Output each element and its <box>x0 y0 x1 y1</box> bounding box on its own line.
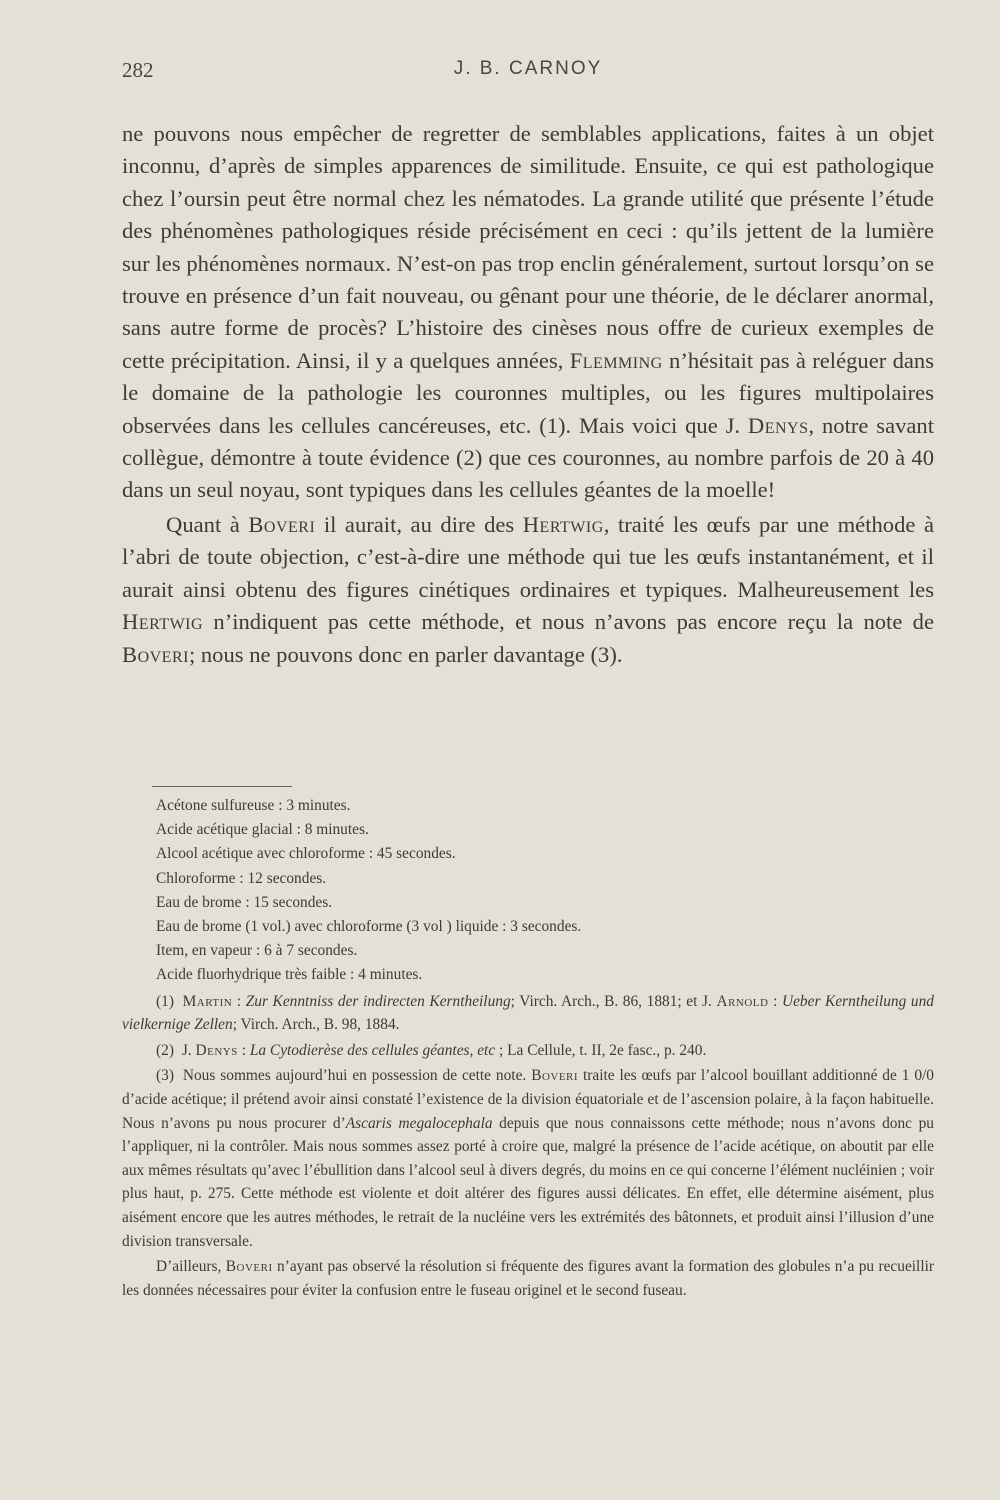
author-name: Boveri <box>225 1258 273 1276</box>
text-run: il aurait, au dire des <box>315 511 523 537</box>
text-run: Quant à <box>166 511 249 537</box>
list-item: Acétone sulfureuse : 3 minutes. <box>156 797 351 814</box>
text-run: : <box>232 992 246 1010</box>
list-item: Alcool acétique avec chloroforme : 45 secondes. <box>156 845 456 863</box>
text-run: , notre savant collègue, démontre à toute évidence (2) que ces couronnes, au nombre parfois de 20 à 40 dans un seul noyau, sont typiques dans les cellules géantes de la moelle! <box>122 412 934 503</box>
list-item: Item, en vapeur : 6 à 7 secondes. <box>156 942 358 960</box>
text-run: D’ailleurs, <box>156 1258 226 1276</box>
work-title: Zur Kenntniss der indirecten Kerntheilung <box>245 992 511 1010</box>
list-item: Eau de brome (1 vol.) avec chloroforme (3 vol ) liquide : 3 secondes. <box>156 918 582 936</box>
author-name: Boveri <box>248 511 316 537</box>
footnote-divider <box>152 786 292 787</box>
footnotes <box>122 794 934 1302</box>
text-run: traite les œufs par l’alcool bouillant additionné de 1 0/0 d’acide acétique; il prétend avoir ainsi constaté l’existence de la division équatoriale et de l’ascension polaire, à la façon habituelle. Nous n’avons pu nous procurer d’ <box>122 1067 935 1132</box>
author-name: Martin <box>182 992 233 1010</box>
author-name: Arnold <box>716 992 769 1010</box>
paragraph-1 <box>122 118 934 507</box>
author-name: Hertwig <box>122 609 204 635</box>
text-run: depuis que nous connaissons cette méthode; nous n’avons donc pu l’appliquer, ni la contrôler. Mais nous sommes assez porté à croire que, malgré la présence de l’acide acétique, on aboutit par elle aux mêmes résultats qu’avec l’ébullition dans l’alcool seul à divers degrés, du moins en ce qui concerne l’élément nucléinien ; voir plus haut, p. 275. Cette méthode est violente et doit altérer des figures aussi délicates. En effet, elle détermine aisément, plus aisément encore que les autres méthodes, le retrait de la nucléine vers les extrémités des bâtonnets, et produit ainsi l’illusion d’une division transversale. <box>122 1114 934 1250</box>
author-name: Boveri <box>531 1067 579 1085</box>
text-run: : <box>768 992 782 1010</box>
text-run: J. <box>181 1041 196 1059</box>
list-item: Chloroforme : 12 secondes. <box>156 869 327 887</box>
text-run: ; La Cellule, t. II, 2e fasc., p. 240. <box>495 1041 707 1059</box>
page-number: 282 <box>122 58 154 82</box>
footnote-marker: (2) <box>156 1041 174 1059</box>
running-title: J. B. CARNOY <box>453 58 603 79</box>
footnote-marker: (1) <box>156 992 174 1010</box>
list-item: Acide fluorhydrique très faible : 4 minutes. <box>156 966 423 984</box>
running-head <box>122 58 934 88</box>
author-name: Hertwig <box>522 511 604 537</box>
footnote-2 <box>122 1039 934 1063</box>
text-run: Nous sommes aujourd’hui en possession de cette note. <box>182 1067 532 1085</box>
main-text <box>122 118 934 671</box>
text-run: ; Virch. Arch., B. 98, 1884. <box>232 1016 400 1034</box>
text-run: : <box>237 1041 250 1059</box>
footnote-marker: (3) <box>156 1067 174 1085</box>
text-run: n’hésitait pas à reléguer dans le domaine de la pathologie les couronnes multiples, ou les figures multipolaires observées dans les cellules cancéreuses, etc. (1). Mais voici que J. <box>122 347 934 438</box>
work-title: Ueber Kerntheilung und vielkernige Zellen <box>122 992 934 1034</box>
text-run: ; nous ne pouvons donc en parler davantage (3). <box>188 641 623 667</box>
footnote-1 <box>122 990 934 1037</box>
text-run: n’indiquent pas cette méthode, et nous n’avons pas encore reçu la note de <box>203 609 934 635</box>
author-name: Boveri <box>122 641 189 667</box>
author-name: Flemming <box>569 347 663 373</box>
footnote-3-continued <box>122 1255 934 1302</box>
paragraph-2 <box>122 509 934 671</box>
text-run: n’ayant pas observé la résolution si fréquente des figures avant la formation des globules n’a pu recueillir les données nécessaires pour éviter la confusion entre le fuseau originel et le second fuseau. <box>122 1258 934 1299</box>
text-run: ne pouvons nous empêcher de regretter de semblables applications, faites à un objet inconnu, d’après de simples apparences de similitude. Ensuite, ce qui est pathologique chez l’oursin peut être normal chez les nématodes. La grande utilité que présente l’étude des phénomènes pathologiques réside précisément en ceci : qu’ils jettent de la lumière sur les phénomènes normaux. N’est-on pas trop enclin généralement, surtout lorsqu’on se trouve en présence d’un fait nouveau, ou gênant pour une théorie, de le déclarer anormal, sans autre forme de procès? L’histoire des cinèses nous offre de curieux exemples de cette précipitation. Ainsi, il y a quelques années, <box>122 121 934 373</box>
work-title: La Cytodierèse des cellules géantes, etc <box>249 1041 496 1059</box>
fixative-list <box>122 794 934 988</box>
species-name: Ascaris megalocephala <box>345 1114 493 1132</box>
text-run: ; Virch. Arch., B. 86, 1881; et J. <box>510 992 717 1010</box>
author-name: Denys <box>747 412 809 438</box>
text-run: , traité les œufs par une méthode à l’abri de toute objection, c’est-à-dire une méthode qui tue les œufs instantanément, et il aurait ainsi obtenu des figures cinétiques ordinaires et typiques. Malheureusement les <box>122 511 934 602</box>
author-name: Denys <box>195 1041 238 1059</box>
list-item: Acide acétique glacial : 8 minutes. <box>156 821 369 839</box>
list-item: Eau de brome : 15 secondes. <box>156 893 333 911</box>
footnote-3 <box>122 1064 934 1253</box>
